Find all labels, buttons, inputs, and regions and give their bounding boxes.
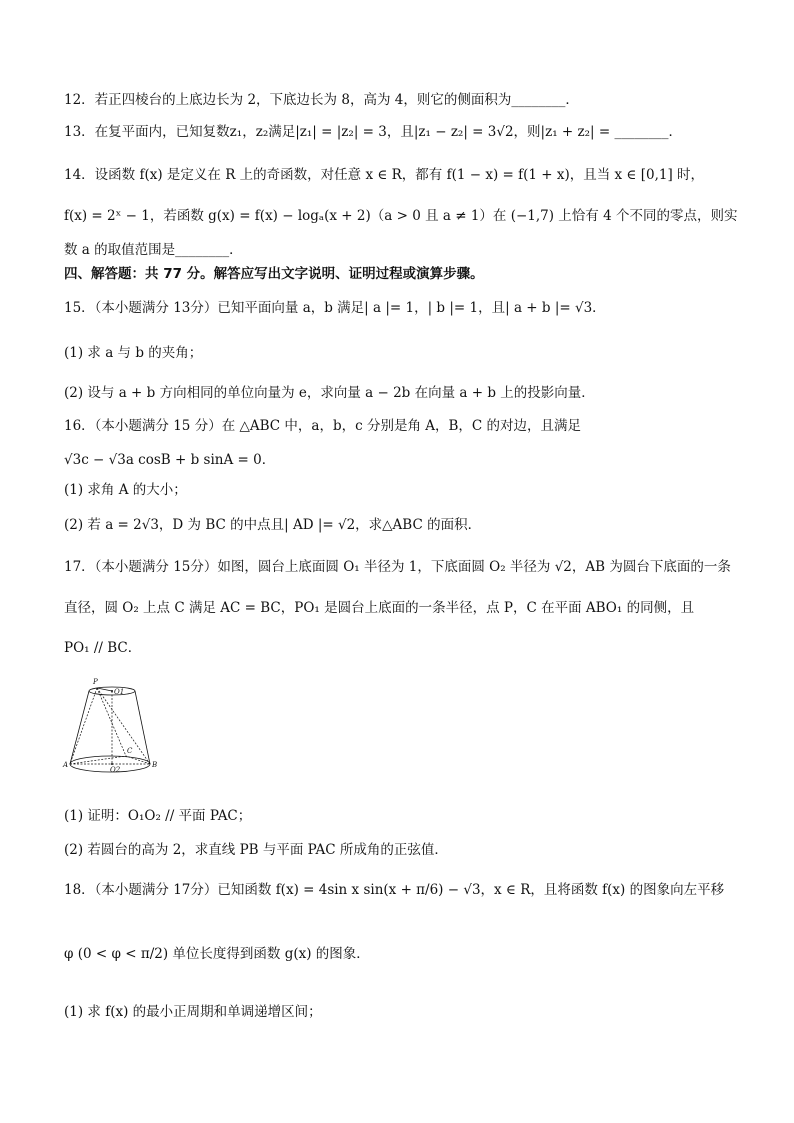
question-16-part-1: (1) 求角 A 的大小； bbox=[64, 482, 187, 498]
segment-BC bbox=[126, 756, 150, 764]
point-O2 bbox=[111, 763, 113, 765]
label-B: B bbox=[152, 761, 158, 769]
question-16-line-2: √3c − √3a cosB + b sinA = 0． bbox=[64, 452, 276, 468]
point-O1 bbox=[111, 690, 113, 692]
question-14-line-1: 14．设函数 f(x) 是定义在 R 上的奇函数，对任意 x ∈ R，都有 f(1 − x) = f(1 + x)，且当 x ∈ [0,1] 时， bbox=[64, 167, 705, 183]
left-generatrix bbox=[70, 691, 89, 764]
right-generatrix bbox=[135, 691, 150, 764]
question-15-part-2: (2) 设与 a + b 方向相同的单位向量为 e，求向量 a − 2b 在向量 a + b 上的投影向量． bbox=[64, 385, 595, 401]
segment-PA bbox=[70, 688, 97, 764]
question-14-line-3: 数 a 的取值范围是________． bbox=[64, 242, 243, 258]
question-15: 15．（本小题满分 13分）已知平面向量 a，b 满足| a |= 1，| b |= 1，且| a + b |= √3． bbox=[64, 300, 606, 316]
question-12: 12．若正四棱台的上底边长为 2，下底边长为 8，高为 4，则它的侧面积为________． bbox=[64, 92, 579, 108]
question-18-line-2: φ (0 < φ < π/2) 单位长度得到函数 g(x) 的图象． bbox=[64, 946, 370, 962]
radius-PO1 bbox=[97, 688, 112, 691]
question-18-part-1: (1) 求 f(x) 的最小正周期和单调递增区间； bbox=[64, 1004, 322, 1020]
question-18-line-1: 18．（本小题满分 17分）已知函数 f(x) = 4sin x sin(x + π/6) − √3，x ∈ R，且将函数 f(x) 的图象向左平移 bbox=[64, 882, 725, 898]
question-14-line-2: f(x) = 2ˣ − 1，若函数 g(x) = f(x) − logₐ(x + 2)（a > 0 且 a ≠ 1）在 (−1,7) 上恰有 4 个不同的零点，则实 bbox=[64, 208, 738, 224]
question-15-part-1: (1) 求 a 与 b 的夹角； bbox=[64, 345, 203, 361]
question-17-line-3: PO₁ // BC． bbox=[64, 640, 142, 656]
label-A: A bbox=[63, 761, 69, 769]
frustum-figure bbox=[62, 674, 168, 774]
section-heading: 四、解答题：共 77 分。解答应写出文字说明、证明过程或演算步骤。 bbox=[64, 266, 484, 282]
question-16-part-2: (2) 若 a = 2√3，D 为 BC 的中点且| AD |= √2，求△ABC 的面积． bbox=[64, 517, 482, 533]
question-17-line-2: 直径，圆 O₂ 上点 C 满足 AC = BC，PO₁ 是圆台上底面的一条半径，点 P，C 在平面 ABO₁ 的同侧，且 bbox=[64, 600, 695, 616]
question-16-line-1: 16．（本小题满分 15 分）在 △ABC 中，a，b，c 分别是角 A，B，C 的对边，且满足 bbox=[64, 418, 582, 434]
question-17-part-1: (1) 证明：O₁O₂ // 平面 PAC； bbox=[64, 808, 252, 824]
label-C: C bbox=[127, 747, 133, 755]
segment-AC bbox=[70, 756, 126, 764]
question-13: 13．在复平面内，已知复数z₁，z₂满足|z₁| = |z₂| = 3，且|z₁ − z₂| = 3√2，则|z₁ + z₂| = ________． bbox=[64, 124, 682, 140]
label-O1: O1 bbox=[114, 688, 125, 696]
segment-PC bbox=[97, 688, 126, 756]
label-P: P bbox=[93, 678, 98, 686]
label-O2: O2 bbox=[110, 766, 121, 774]
question-17-part-2: (2) 若圆台的高为 2，求直线 PB 与平面 PAC 所成角的正弦值． bbox=[64, 842, 448, 858]
question-17-line-1: 17．（本小题满分 15分）如图，圆台上底面圆 O₁ 半径为 1，下底面圆 O₂ 半径为 √2，AB 为圆台下底面的一条 bbox=[64, 559, 731, 575]
